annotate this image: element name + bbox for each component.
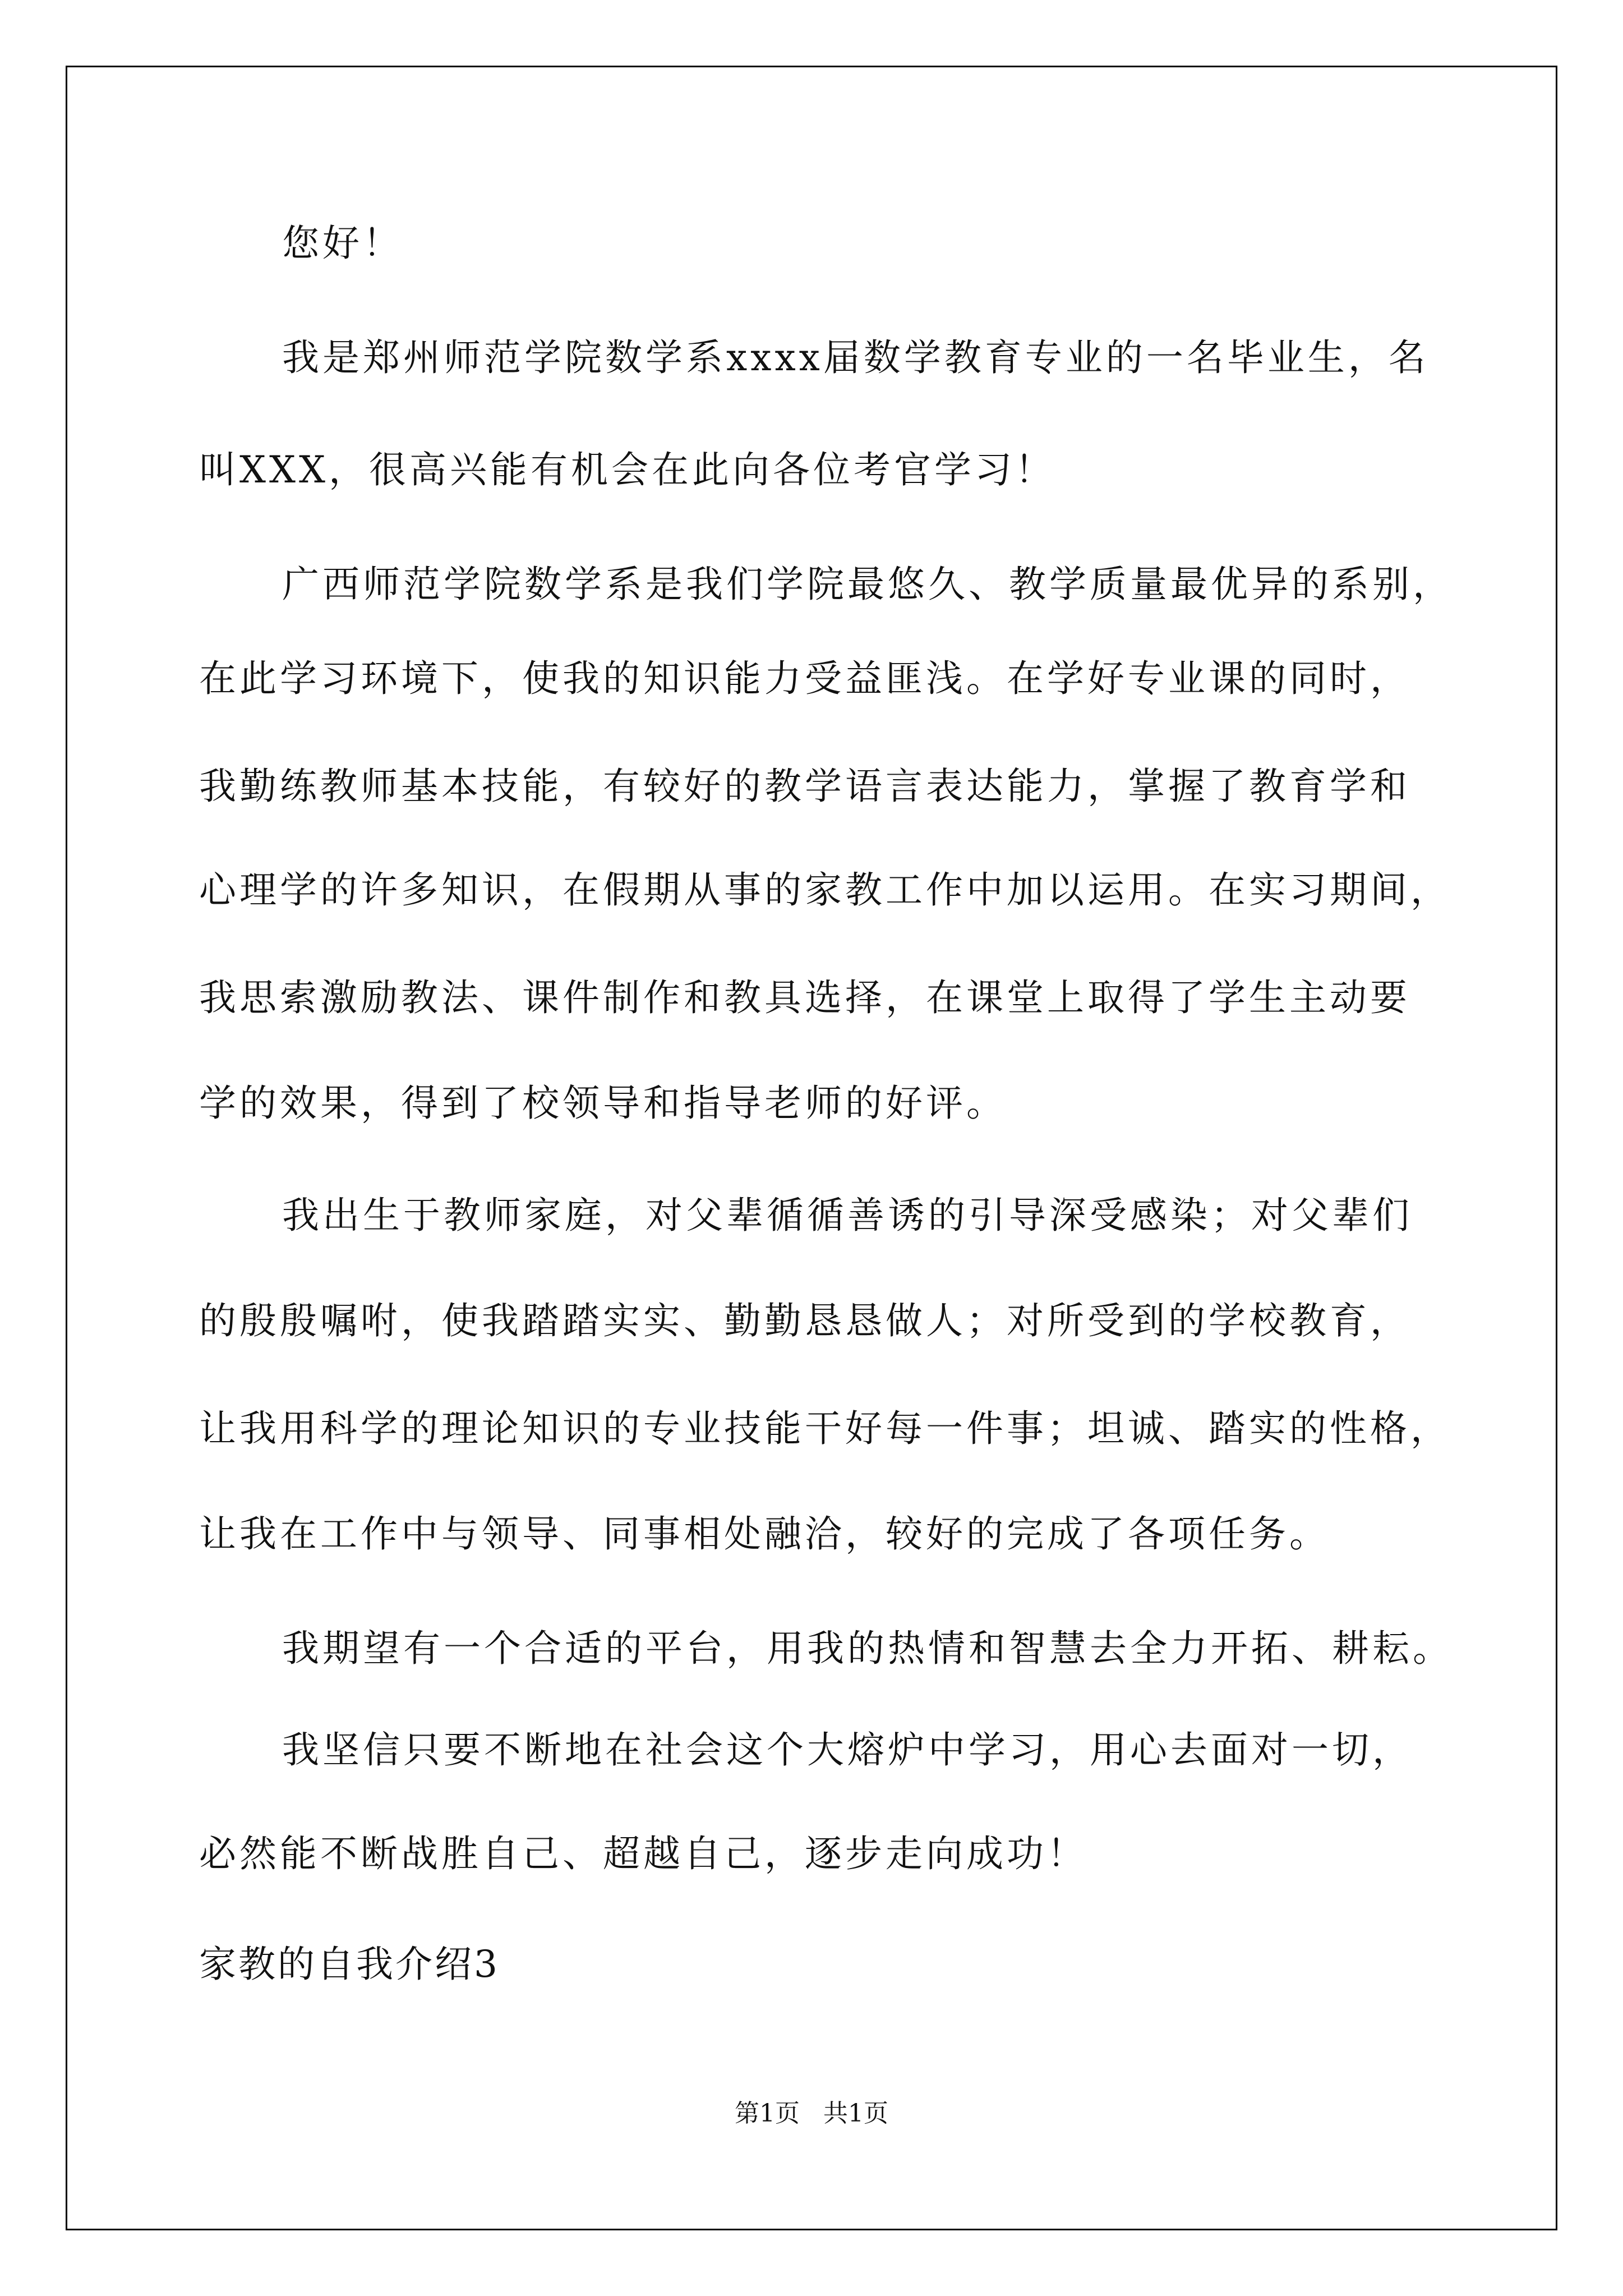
page-border [66, 66, 1557, 2230]
body-line: 我是郑州师范学院数学系xxxx届数学教育专业的一名毕业生，名 [282, 336, 1429, 379]
body-line: 叫XXX，很高兴能有机会在此向各位考官学习！ [199, 448, 1055, 491]
body-line: 让我在工作中与领导、同事相处融洽，较好的完成了各项任务。 [199, 1512, 1330, 1556]
body-line: 心理学的许多知识，在假期从事的家教工作中加以运用。在实习期间， [199, 868, 1451, 912]
body-line: 广西师范学院数学系是我们学院最悠久、教学质量最优异的系别， [282, 563, 1453, 606]
body-line: 必然能不断战胜自己、超越自己，逐步走向成功！ [199, 1832, 1087, 1875]
section-heading: 家教的自我介绍3 [199, 1943, 500, 1986]
body-line: 我坚信只要不断地在社会这个大熔炉中学习，用心去面对一切， [282, 1728, 1413, 1772]
body-line: 我期望有一个合适的平台，用我的热情和智慧去全力开拓、耕耘。 [282, 1627, 1453, 1670]
body-line: 我思索激励教法、课件制作和教具选择，在课堂上取得了学生主动要 [199, 976, 1410, 1019]
body-line: 学的效果，得到了校领导和指导老师的好评。 [199, 1082, 1007, 1125]
page-number: 第1页 [735, 2099, 800, 2128]
page-total: 共1页 [823, 2099, 888, 2128]
page-footer [0, 2098, 1623, 2129]
body-line: 在此学习环境下，使我的知识能力受益匪浅。在学好专业课的同时， [199, 657, 1410, 700]
body-line: 我勤练教师基本技能，有较好的教学语言表达能力，掌握了教育学和 [199, 765, 1410, 808]
greeting-line: 您好！ [282, 222, 403, 265]
body-line: 的殷殷嘱咐，使我踏踏实实、勤勤恳恳做人；对所受到的学校教育， [199, 1299, 1410, 1342]
body-line: 让我用科学的理论知识的专业技能干好每一件事；坦诚、踏实的性格， [199, 1407, 1451, 1450]
body-line: 我出生于教师家庭，对父辈循循善诱的引导深受感染；对父辈们 [282, 1194, 1413, 1237]
